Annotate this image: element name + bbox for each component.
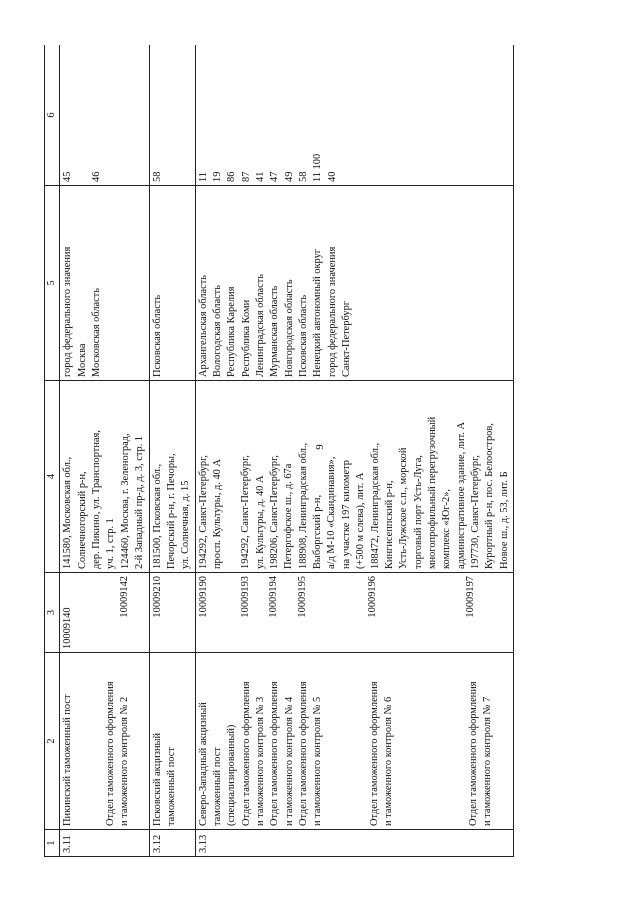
post-code-cell [195, 573, 514, 653]
post-name: (специализированный) [226, 724, 238, 826]
column-numbers-row [45, 45, 60, 857]
post-name: Псковский акцизный [151, 732, 163, 826]
column-header: 2 [45, 653, 60, 830]
post-code: 10009190 [197, 576, 209, 618]
post-name: Отдел таможенного оформления [368, 681, 380, 826]
region-name: город федерального значения [62, 246, 74, 377]
region-code: 87 [240, 171, 252, 182]
region-name: Псковская область [151, 294, 163, 377]
address-line: Курортный р-н, пос. Белоостров, [484, 423, 496, 569]
post-name-cell [149, 653, 195, 830]
region-name: Республика Карелия [226, 286, 238, 377]
post-name: и таможенного контроля № 7 [481, 696, 493, 826]
address-line: 188472, Ленинградская обл., [369, 442, 381, 569]
address-line: уч. 1, стр. 1 [105, 518, 117, 569]
post-name: Отдел таможенного оформления [298, 681, 310, 826]
region-name: Республика Коми [240, 299, 252, 377]
address-line: Солнечногорский р-н, [76, 471, 88, 569]
row-number: 3.13 [195, 830, 514, 857]
post-code: 10009210 [151, 576, 163, 618]
table-row [195, 45, 514, 857]
region-name: Новгородская область [283, 279, 295, 377]
post-name: Отдел таможенного оформления [467, 681, 479, 826]
address-line: 194292, Санкт-Петербург, [197, 455, 209, 569]
address-line: Усть-Лужское с.п., морской [398, 447, 410, 569]
address-line: просп. Культуры, д. 40 А [211, 459, 223, 569]
region-cell [149, 186, 195, 381]
post-name: Пикинский таможенный пост [62, 694, 74, 826]
post-code: 10009197 [465, 576, 477, 618]
address-line: комплекс «Юг-2», [441, 488, 453, 569]
address-line: Новое ш., д. 53, лит. Б [498, 471, 510, 569]
address-line: ул. Солнечная, д. 15 [180, 480, 192, 569]
post-name: таможенный пост [165, 747, 177, 826]
post-name: и таможенного контроля № 4 [283, 696, 295, 826]
address-cell [195, 381, 514, 573]
region-code: 45 [62, 171, 74, 182]
region-name: Московская область [91, 287, 103, 377]
region-code: 58 [298, 171, 310, 182]
region-code: 11 [197, 171, 209, 182]
region-name: Псковская область [298, 294, 310, 377]
region-name: Вологодская область [211, 285, 223, 377]
table-container [44, 45, 587, 857]
address-line: 198206, Санкт-Петербург, [269, 455, 281, 569]
address-line: 188908, Ленинградская обл., [297, 442, 309, 569]
address-line: 124460, Москва, г. Зеленоград, [119, 433, 131, 569]
column-header: 6 [45, 45, 60, 186]
post-name: Отдел таможенного оформления [240, 681, 252, 826]
row-number: 3.11 [60, 830, 149, 857]
region-name: Москва [76, 343, 88, 377]
address-line: Петергофское ш., д. 67а [283, 463, 295, 569]
column-header: 4 [45, 381, 60, 573]
address-line: Выборгский р-н, [312, 494, 324, 569]
column-header: 1 [45, 830, 60, 857]
post-code: 10009195 [296, 576, 308, 618]
post-name-cell [60, 653, 149, 830]
region-name: Ленинградская область [255, 273, 267, 377]
address-line: а/д М-10 «Скандинавия», [326, 456, 338, 569]
region-name: Ненецкий автономный округ [312, 248, 324, 377]
region-code-cell [149, 45, 195, 186]
region-name: Санкт-Петербург [341, 300, 353, 377]
customs-posts-table [44, 45, 514, 857]
address-line: Кингисеппский р-н, [383, 480, 395, 569]
post-code: 10009194 [268, 576, 280, 618]
post-name: и таможенного контроля № 5 [312, 696, 324, 826]
table-row [149, 45, 195, 857]
column-header: 3 [45, 573, 60, 653]
post-code: 10009142 [118, 576, 130, 618]
post-name: и таможенного контроля № 6 [383, 696, 395, 826]
address-line: административное здание, лит. А [455, 421, 467, 569]
post-code: 10009196 [367, 576, 379, 618]
address-line: 2-й Западный пр-д, д. 3, стр. 1 [134, 435, 146, 569]
post-name-cell [195, 653, 514, 830]
region-code: 11 100 [312, 153, 324, 182]
post-code: 10009140 [62, 607, 74, 649]
address-line: на участке 197 километр [340, 460, 352, 569]
region-code-cell [195, 45, 514, 186]
region-name: город федерального значения [326, 246, 338, 377]
post-name: таможенный пост [211, 747, 223, 826]
region-code: 41 [255, 171, 267, 182]
address-line: дер. Пикино, ул. Транспортная, [91, 430, 103, 569]
address-cell [149, 381, 195, 573]
address-line: торговый порт Усть-Луга, [412, 455, 424, 569]
post-code: 10009193 [239, 576, 251, 618]
address-line: многопрофильный перегрузочный [426, 416, 438, 569]
page-number: 9 [314, 444, 326, 450]
post-name: Отдел таможенного оформления [104, 681, 116, 826]
address-line: Печорский р-н, г. Печоры, [165, 453, 177, 569]
post-code-cell [149, 573, 195, 653]
region-cell [195, 186, 514, 381]
region-code: 40 [326, 171, 338, 182]
region-code: 58 [151, 171, 163, 182]
post-name: и таможенного контроля № 2 [119, 696, 131, 826]
address-line: ул. Культуры, д. 40 А [254, 475, 266, 569]
region-name: Архангельская область [197, 275, 209, 377]
region-cell [60, 186, 149, 381]
post-name: Отдел таможенного оформления [269, 681, 281, 826]
region-code: 46 [90, 171, 102, 182]
address-line: (+500 м слева), лит. А [355, 472, 367, 569]
address-line: 197730, Санкт-Петербург, [470, 455, 482, 569]
row-number: 3.12 [149, 830, 195, 857]
address-line: 141580, Московская обл., [62, 456, 74, 569]
table-row [60, 45, 149, 857]
address-line: 194292, Санкт-Петербург, [240, 455, 252, 569]
region-code-cell [60, 45, 149, 186]
post-code-cell [60, 573, 149, 653]
region-code: 49 [283, 171, 295, 182]
post-name: и таможенного контроля № 3 [255, 696, 267, 826]
region-code: 86 [226, 171, 238, 182]
region-code: 19 [211, 171, 223, 182]
post-name: Северо-Западный акцизный [197, 702, 209, 826]
region-code: 47 [269, 171, 281, 182]
address-line: 181500, Псковская обл., [151, 463, 163, 569]
region-name: Мурманская область [269, 285, 281, 377]
address-cell [60, 381, 149, 573]
column-header: 5 [45, 186, 60, 381]
